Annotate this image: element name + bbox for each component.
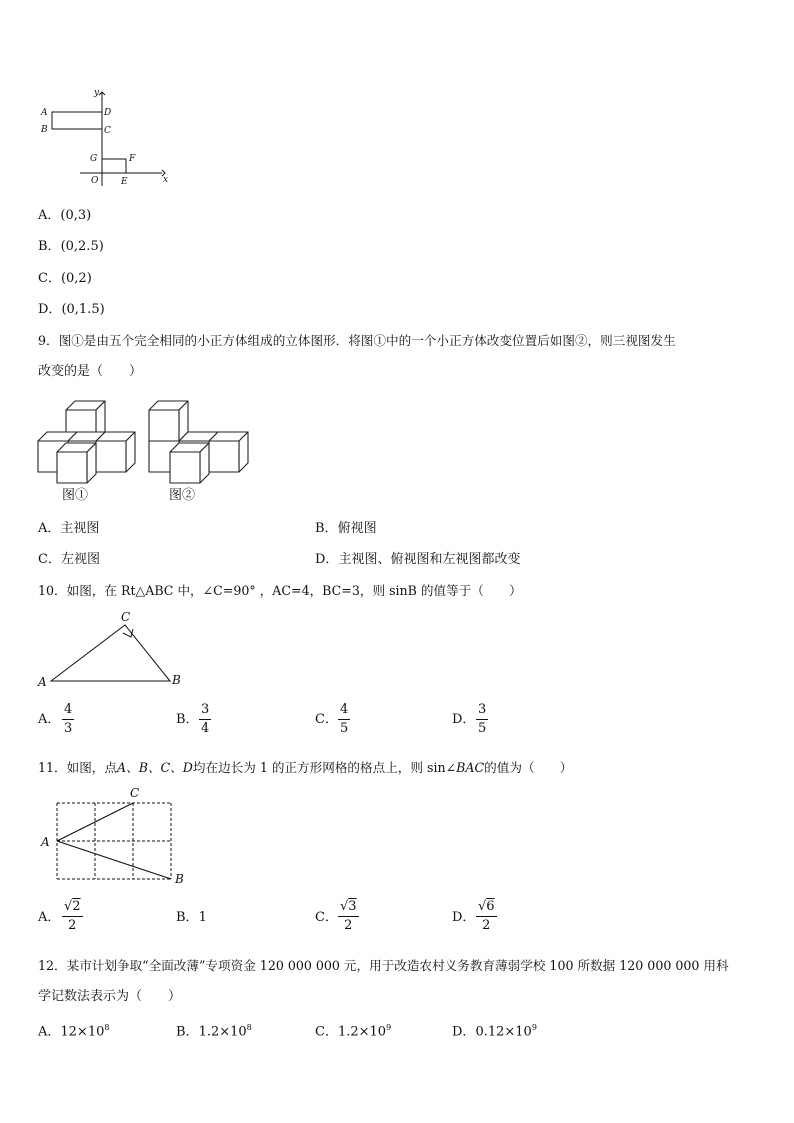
q12-option-d[interactable]: D．$0.12\times 10^9$: [452, 1023, 537, 1040]
q9-option-b[interactable]: B．俯视图: [315, 521, 377, 536]
q8-option-b[interactable]: B．(0,2.5): [38, 239, 104, 254]
q11-option-d-fraction: $\frac{√6}{2}$: [478, 899, 495, 933]
q10-option-b-label[interactable]: B．: [176, 712, 199, 727]
figure-2-cubes: [149, 401, 248, 483]
q12-stem-line2: 学记数法表示为（ ）: [38, 989, 182, 1004]
q8-coordinate-figure: [36, 84, 176, 194]
segment-ab: [57, 841, 171, 879]
label-a: A: [38, 675, 47, 689]
q12-option-c[interactable]: C．$1.2\times 10^9$: [315, 1023, 392, 1040]
label-a: A: [41, 108, 48, 118]
label-d: D: [104, 108, 112, 118]
q8-option-c[interactable]: C．(0,2): [38, 271, 92, 286]
q10-triangle-figure: [36, 608, 186, 690]
q9-stem-line2: 改变的是（ ）: [38, 364, 143, 379]
label-e: E: [121, 177, 128, 187]
q8-option-d[interactable]: D．(0,1.5): [38, 302, 105, 317]
q10-option-a-label[interactable]: A．: [38, 712, 61, 727]
label-b: B: [41, 125, 48, 135]
q10-option-b-fraction: $\frac{3}{4}$: [201, 702, 210, 736]
label-o: O: [91, 176, 99, 186]
q12-option-b[interactable]: B．$1.2\times 10^8$: [176, 1023, 252, 1040]
q9-option-d[interactable]: D．主视图、俯视图和左视图都改变: [315, 552, 521, 567]
dashed-grid: [57, 803, 171, 879]
triangle-abc: [51, 625, 170, 681]
label-b: B: [172, 673, 181, 687]
label-c: C: [130, 786, 140, 800]
q11-option-c-fraction: $\frac{√3}{2}$: [340, 899, 357, 933]
label-b: B: [175, 872, 184, 886]
q8-option-a[interactable]: A．(0,3): [38, 208, 92, 223]
right-angle-mark: [123, 629, 133, 637]
q11-option-d-label[interactable]: D．: [452, 910, 476, 925]
rectangle-abcd: [52, 112, 102, 129]
q10-option-d-label[interactable]: D．: [452, 712, 476, 727]
label-x: x: [163, 175, 169, 185]
q10-option-d-fraction: $\frac{3}{5}$: [478, 702, 487, 736]
q11-grid-figure: [36, 784, 196, 888]
q12-option-a[interactable]: A．$12\times 10^8$: [38, 1023, 110, 1040]
q10-option-a-fraction: $\frac{4}{3}$: [64, 702, 73, 736]
label-c: C: [104, 126, 111, 136]
q9-stem-line1: 9．图①是由五个完全相同的小正方体组成的立体图形．将图①中的一个小正方体改变位置后如图②，则三视图发生: [38, 333, 676, 348]
q11-option-a-fraction: $\frac{√2}{2}$: [64, 899, 81, 933]
figure-1-cubes: [38, 401, 135, 483]
rectangle-oefg: [102, 159, 126, 173]
q9-option-c[interactable]: C．左视图: [38, 552, 100, 567]
q11-option-a-label[interactable]: A．: [38, 910, 61, 925]
q9-figure-2-caption: 图②: [169, 488, 196, 503]
q10-option-c-fraction: $\frac{4}{5}$: [340, 702, 349, 736]
q9-option-a[interactable]: A．主视图: [38, 521, 100, 536]
q11-option-c-label[interactable]: C．: [315, 910, 338, 925]
q11-option-b[interactable]: B．1: [176, 910, 207, 925]
label-f: F: [129, 154, 136, 164]
label-a: A: [41, 835, 50, 849]
q11-stem: 11．如图，点A、B、C、D均在边长为 1 的正方形网格的格点上，则 sin∠BAC的值为（ ）: [38, 760, 573, 775]
label-c: C: [121, 610, 131, 624]
q10-option-c-label[interactable]: C．: [315, 712, 338, 727]
q10-stem: 10．如图，在 Rt△ABC 中，∠C=90° ，AC=4，BC=3，则 sinB 的值等于（ ）: [38, 583, 522, 598]
label-y: y: [94, 88, 100, 98]
q12-stem-line1: 12．某市计划争取“全面改薄”专项资金 120 000 000 元，用于改造农村义务教育薄弱学校 100 所数据 120 000 000 用科: [38, 958, 729, 973]
q9-figure-1-caption: 图①: [62, 488, 89, 503]
label-g: G: [90, 154, 98, 164]
